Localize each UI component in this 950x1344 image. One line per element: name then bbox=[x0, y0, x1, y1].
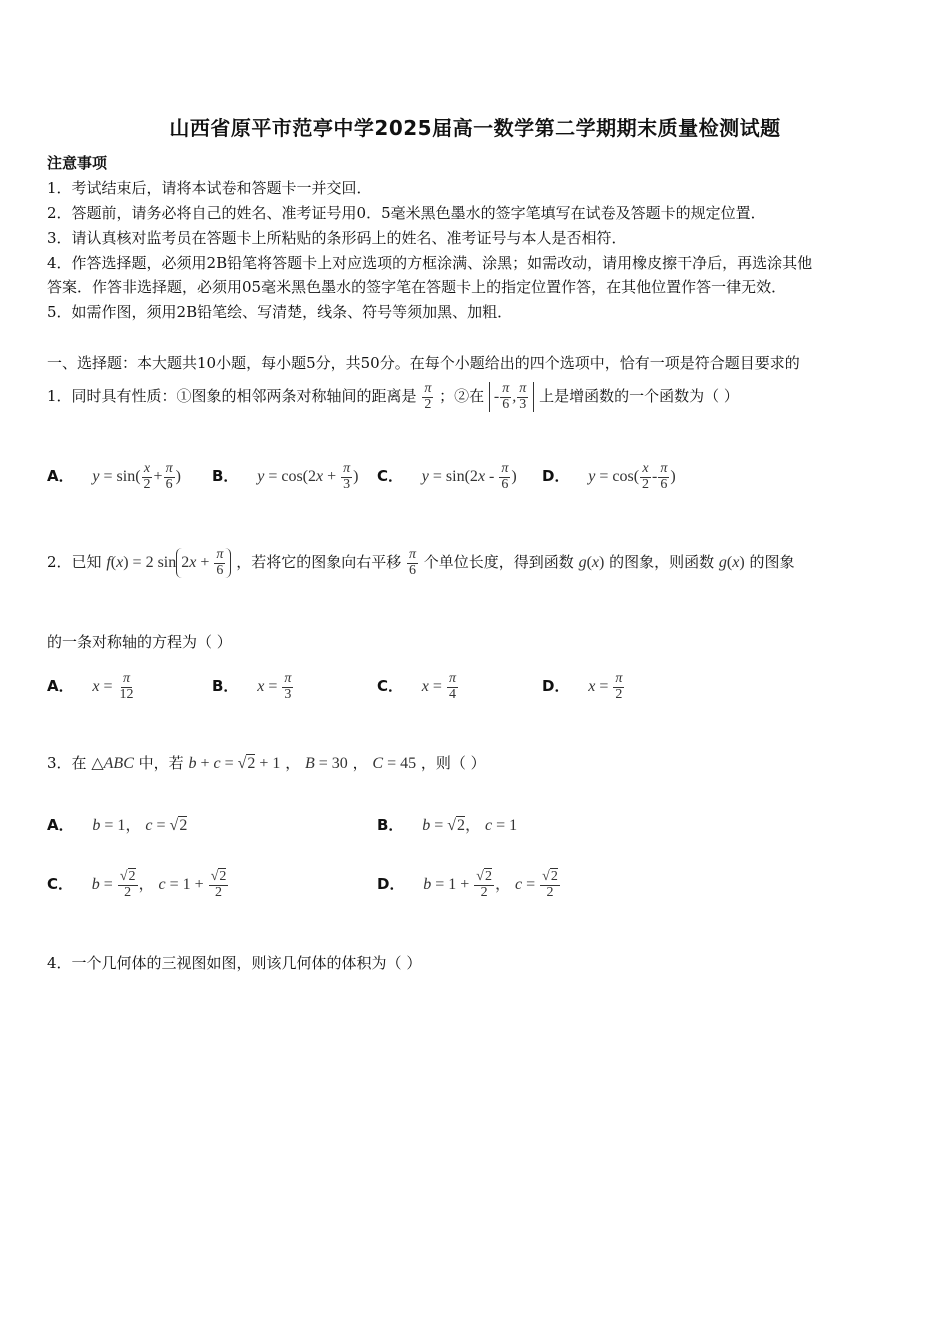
notice-item: 答案．作答非选择题，必须用05毫米黑色墨水的签字笔在答题卡上的指定位置作答，在其他位置作答一律无效． bbox=[47, 278, 787, 296]
q3-angle-c-formula: C = 45 bbox=[372, 755, 417, 772]
q2-g-formula: g(x) bbox=[578, 553, 605, 571]
q3-suffix: ，则（ ） bbox=[420, 754, 486, 772]
question-2 bbox=[47, 548, 794, 578]
q3-option-b[interactable]: B． b = √2， c = 1 bbox=[377, 816, 518, 834]
q3-sum-formula: b + c = √2 + 1 bbox=[188, 755, 281, 772]
q1-distance-formula: $\frac{\pi}{2}$ bbox=[424, 381, 432, 413]
q2-line2: 的一条对称轴的方程为（ ） bbox=[47, 633, 232, 651]
q2-g-formula-2: g(x) bbox=[718, 553, 745, 571]
q2-option-a-formula: x = $\frac{\pi}{12}$ bbox=[92, 671, 134, 702]
q1-option-c-formula: y = sin(2x - $\frac{\pi}{6}$ ) bbox=[421, 461, 517, 492]
q2-prefix: 2．已知 bbox=[47, 552, 102, 571]
notice-item: 1．考试结束后，请将本试卷和答题卡一并交回． bbox=[47, 179, 372, 197]
section-heading: 一、选择题：本大题共10小题，每小题5分，共50分。在每个小题给出的四个选项中，恰有一项是符合题目要求的 bbox=[47, 354, 800, 372]
q2-option-b[interactable]: B． x = $\frac{\pi}{3}$ bbox=[212, 672, 294, 702]
q1-option-a[interactable]: A． y = sin( $\frac{x}{2}$ + $\frac{\pi}{6}$ ) bbox=[47, 461, 181, 492]
notice-heading: 注意事项 bbox=[47, 154, 108, 172]
q3-triangle-formula: △ABC bbox=[91, 755, 134, 772]
q2-suffix: 的图象 bbox=[749, 552, 795, 571]
q1-option-d[interactable]: D． y = cos( $\frac{x}{2}$ - $\frac{\pi}{6}$ ) bbox=[542, 461, 676, 492]
question-3 bbox=[47, 752, 486, 773]
q2-function-formula: f(x) = 2 sin 2x + $\frac{\pi}{6}$ bbox=[106, 554, 231, 571]
q2-mid1: ，若将它的图象向右平移 bbox=[236, 552, 402, 571]
notice-item: 2．答题前，请务必将自己的姓名、准考证号用0．5毫米黑色墨水的签字笔填写在试卷及答题卡的规定位置． bbox=[47, 204, 766, 222]
notice-item: 4．作答选择题，必须用2B铅笔将答题卡上对应选项的方框涂满、涂黑；如需改动，请用橡皮擦干净后，再选涂其他 bbox=[47, 254, 813, 272]
q1-interval-formula: - $\frac{\pi}{6}$ , $\frac{\pi}{3}$ bbox=[489, 382, 534, 412]
q3-mid1: 中，若 bbox=[138, 754, 184, 772]
q2-option-b-formula: x = $\frac{\pi}{3}$ bbox=[257, 671, 292, 702]
q1-prefix: 1．同时具有性质：①图象的相邻两条对称轴间的距离是 bbox=[47, 387, 417, 406]
notice-item: 3．请认真核对监考员在答题卡上所粘贴的条形码上的姓名、准考证号与本人是否相符． bbox=[47, 229, 627, 247]
q1-option-b-formula: y = cos(2x + $\frac{\pi}{3}$ ) bbox=[257, 461, 359, 492]
q1-option-b[interactable]: B． y = cos(2x + $\frac{\pi}{3}$ ) bbox=[212, 461, 359, 492]
q3-mid3: ， bbox=[352, 754, 368, 772]
q2-option-c-formula: x = $\frac{\pi}{4}$ bbox=[421, 671, 456, 702]
q3-option-c[interactable]: C． b = $\frac{√2}{2}$ ， c = 1 + $\frac{√2}{2}$ bbox=[47, 870, 229, 900]
q1-suffix: 上是增函数的一个函数为（ ） bbox=[539, 387, 739, 406]
q2-mid2: 个单位长度，得到函数 bbox=[423, 552, 574, 571]
q3-option-a[interactable]: A． b = 1， c = √2 bbox=[47, 816, 188, 834]
q2-shift-formula: $\frac{\pi}{6}$ bbox=[408, 547, 416, 578]
q2-option-d-formula: x = $\frac{\pi}{2}$ bbox=[588, 671, 623, 702]
q3-option-a-formula: b = 1， c = √2 bbox=[92, 817, 188, 834]
q2-option-c[interactable]: C． x = $\frac{\pi}{4}$ bbox=[377, 672, 459, 702]
q2-option-a[interactable]: A． x = $\frac{\pi}{12}$ bbox=[47, 672, 137, 702]
q3-option-d-formula: b = 1 + $\frac{√2}{2}$ ， c = $\frac{√2}{2}$ bbox=[423, 869, 558, 900]
question-1 bbox=[47, 382, 739, 413]
q3-option-d[interactable]: D． b = 1 + $\frac{√2}{2}$ ， c = $\frac{√2}{2}$ bbox=[377, 870, 561, 900]
q1-option-c[interactable]: C． y = sin(2x - $\frac{\pi}{6}$ ) bbox=[377, 461, 517, 492]
q3-option-c-formula: b = $\frac{√2}{2}$ ， c = 1 + $\frac{√2}{2}$ bbox=[91, 869, 227, 900]
q3-angle-b-formula: B = 30 bbox=[305, 755, 348, 772]
q3-mid2: ， bbox=[285, 754, 301, 772]
q3-option-b-formula: b = √2， c = 1 bbox=[422, 817, 518, 834]
q1-option-d-formula: y = cos( $\frac{x}{2}$ - $\frac{\pi}{6}$ ) bbox=[588, 461, 676, 492]
q2-mid3: 的图象，则函数 bbox=[609, 552, 715, 571]
notice-item: 5．如需作图，须用2B铅笔绘、写清楚，线条、符号等须加黑、加粗． bbox=[47, 303, 513, 321]
question-4: 4．一个几何体的三视图如图，则该几何体的体积为（ ） bbox=[47, 954, 422, 972]
page-title: 山西省原平市范亭中学2025届高一数学第二学期期末质量检测试题 bbox=[169, 116, 781, 140]
q3-prefix: 3．在 bbox=[47, 754, 87, 772]
q1-option-a-formula: y = sin( $\frac{x}{2}$ + $\frac{\pi}{6}$ ) bbox=[92, 461, 181, 492]
q2-option-d[interactable]: D． x = $\frac{\pi}{2}$ bbox=[542, 672, 625, 702]
q1-mid: ；②在 bbox=[439, 387, 485, 406]
